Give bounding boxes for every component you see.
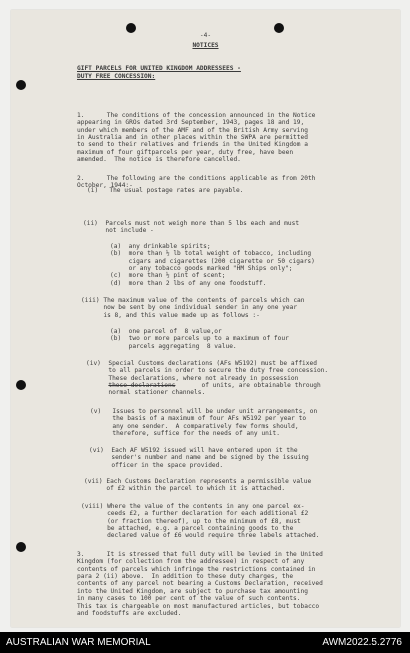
item-vi: (vi) Each AF W5192 issued will have entered upon it the sender's number and name and be signed by the issuing officer in the space provided.: [89, 446, 309, 469]
notices-heading: NOTICES: [192, 42, 219, 49]
item-viii: (viii) Where the value of the contents in any one parcel ex- ceeds £2, a further declaration for each additional £2 (or fraction thereof), up to the minimum of £8, must be attached, e.g. a parcel containing goods to the declared value of £6 would require three labels attached.: [81, 502, 320, 540]
paragraph-2: 2. The following are the conditions applicable as from 20th October, 1944:-: [77, 174, 316, 190]
item-ii: (ii) Parcels must not weigh more than 5 lbs each and must not include -: [83, 219, 300, 235]
item-iii: (iii) The maximum value of the contents of parcels which can now be sent by one individual sender in any one year is 8, and this value made up as follows :-: [81, 296, 305, 319]
item-i: (i) The usual postage rates are payable.: [87, 187, 244, 194]
punch-hole: [16, 80, 26, 90]
punch-hole: [16, 542, 26, 552]
item-vii: (vii) Each Customs Declaration represents a permissible value of £2 within the parcel to which it is attached.: [84, 477, 312, 493]
item-ii-subitems: (a) any drinkable spirits; (b) more than ½ lb total weight of tobacco, including cigars and cigarettes (200 cigarette or 50 cigars) or any tobacco goods marked "HM Ships only"; (c) more than ½ pint of scent; (d) more than 2 lbs of any one foodstuff.: [110, 242, 315, 287]
punch-hole: [16, 380, 26, 390]
footer-accession-number: AWM2022.5.2776: [322, 637, 402, 648]
page-number: -4-: [199, 32, 212, 39]
paragraph-3: 3. It is stressed that full duty will be levied in the United Kingdom (for collection from the addressee) in respect of any contents of parcels which infringe the restrictions contained in para 2 (ii) above. In addition to these duty charges, the contents of any parcel not bearing a Customs Declaration, received into the United Kingdom, are subject to purchase tax amounting in many cases to 100 per cent of the value of such contents. This tax is chargeable on most manufactured articles, but tobacco and foodstuffs are excluded.: [77, 550, 323, 618]
footer-institution: AUSTRALIAN WAR MEMORIAL: [6, 637, 151, 648]
footer-bar: [0, 632, 410, 653]
item-iv: (iv) Special Customs declarations (AFs W5192) must be affixed to all parcels in order to secure the duty free concession. These declarations, where not already in possession these declarations of units, are obtainable through normal stationer channels.: [86, 359, 329, 397]
item-iii-subitems: (a) one parcel of 8 value,or (b) two or more parcels up to a maximum of four parcels aggregating 8 value.: [110, 327, 289, 350]
title-line-2: DUTY FREE CONCESSION:: [77, 73, 156, 80]
title-line-1: GIFT PARCELS FOR UNITED KINGDOM ADDRESSEES -: [77, 65, 241, 72]
document-page: [11, 10, 400, 627]
item-v: (v) Issues to personnel will be under unit arrangements, on the basis of a maximum of four AFs W5192 per year to any one sender. A comparatively few forms should, therefore, suffice for the needs of any unit.: [90, 407, 318, 438]
paragraph-1: 1. The conditions of the concession announced in the Notice appearing in GROs dated 3rd September, 1943, pages 18 and 19, under which members of the AMF and of the British Army serving in Australia and in other places within the SWPA are permitted to send to their relatives and friends in the United Kingdom a maximum of four giftparcels per year, duty free, have been amended. The notice is therefore cancelled.: [77, 111, 316, 164]
struck-text: these declarations: [108, 382, 176, 390]
